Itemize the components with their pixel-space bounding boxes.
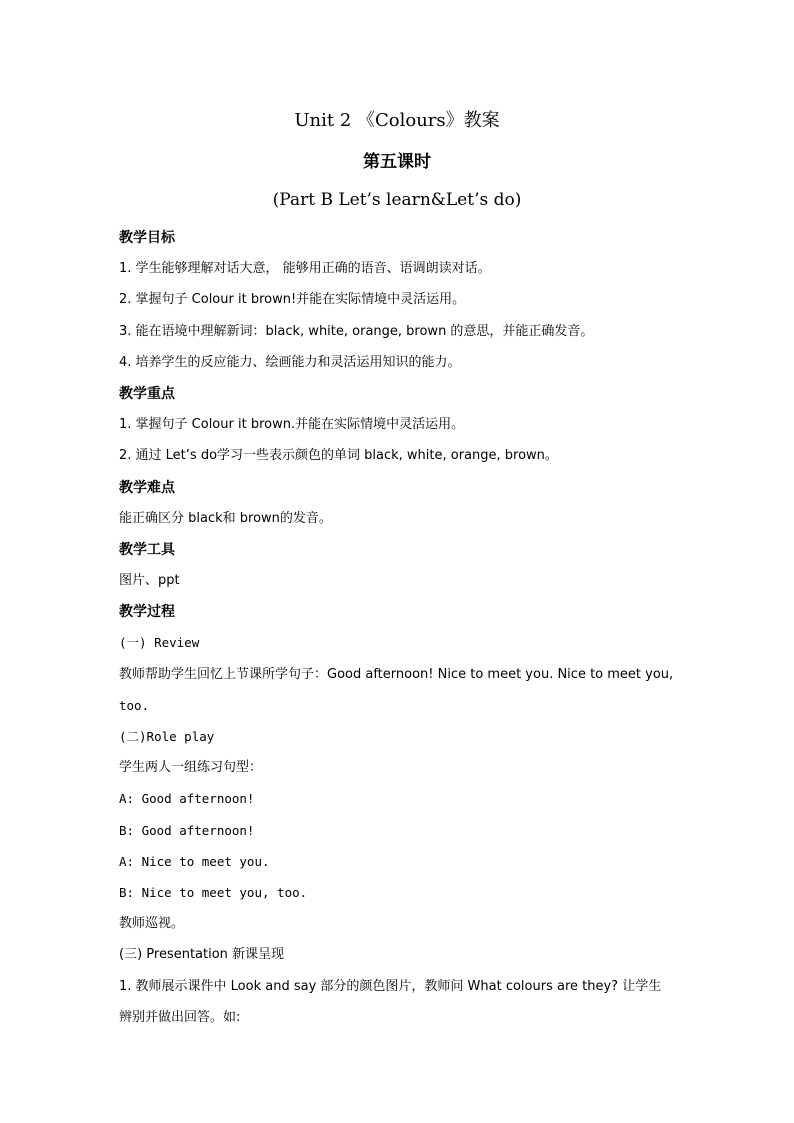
objectives-heading: 教学目标 <box>119 230 175 246</box>
difficulties-text: 能正确区分 black和 brown的发音。 <box>119 510 332 526</box>
roleplay-intro: 学生两人一组练习句型： <box>119 760 263 776</box>
review-text: 教师帮助学生回忆上节课所学句子：Good afternoon! Nice to meet you. Nice to meet you, <box>119 666 674 682</box>
lesson-number: 第五课时 <box>363 152 431 172</box>
document-body <box>119 226 679 1037</box>
process-heading: 教学过程 <box>119 604 175 621</box>
review-label: (一) Review <box>119 635 200 651</box>
presentation-label: (三) Presentation 新课呈现 <box>119 947 285 963</box>
objective-item: 1. 学生能够理解对话大意， 能够用正确的语音、语调朗读对话。 <box>119 261 491 277</box>
key-point-item: 2. 通过 Let’s do学习一些表示颜色的单词 black, white, orange, brown。 <box>119 448 558 464</box>
dialogue-line: A: Nice to meet you. <box>119 853 270 869</box>
tools-heading: 教学工具 <box>119 541 175 558</box>
review-text-continued: too. <box>119 697 150 713</box>
presentation-text: 1. 教师展示课件中 Look and say 部分的颜色图片，教师问 What colours are they? 让学生 <box>119 978 662 994</box>
tools-text: 图片、ppt <box>119 573 180 589</box>
dialogue-line: B: Nice to meet you, too. <box>119 884 308 900</box>
teacher-note: 教师巡视。 <box>119 916 185 932</box>
dialogue-line: A: Good afternoon! <box>119 791 255 807</box>
objective-item: 4. 培养学生的反应能力、绘画能力和灵活运用知识的能力。 <box>119 354 461 370</box>
lesson-part: (Part B Let’s learn&Let’s do) <box>272 190 522 210</box>
roleplay-label: (二)Role play <box>119 729 215 744</box>
objective-item: 2. 掌握句子 Colour it brown!并能在实际情境中灵活运用。 <box>119 292 466 308</box>
presentation-text-continued: 辨别并做出回答。如: <box>119 1009 241 1025</box>
dialogue-line: B: Good afternoon! <box>119 822 255 838</box>
difficulties-heading: 教学难点 <box>119 479 175 496</box>
objective-item: 3. 能在语境中理解新词：black, white, orange, brown 的意思，并能正确发音。 <box>119 323 594 339</box>
key-points-heading: 教学重点 <box>119 385 175 402</box>
key-point-item: 1. 掌握句子 Colour it brown.并能在实际情境中灵活运用。 <box>119 417 465 433</box>
document-title: Unit 2 《Colours》教案 <box>294 110 500 131</box>
